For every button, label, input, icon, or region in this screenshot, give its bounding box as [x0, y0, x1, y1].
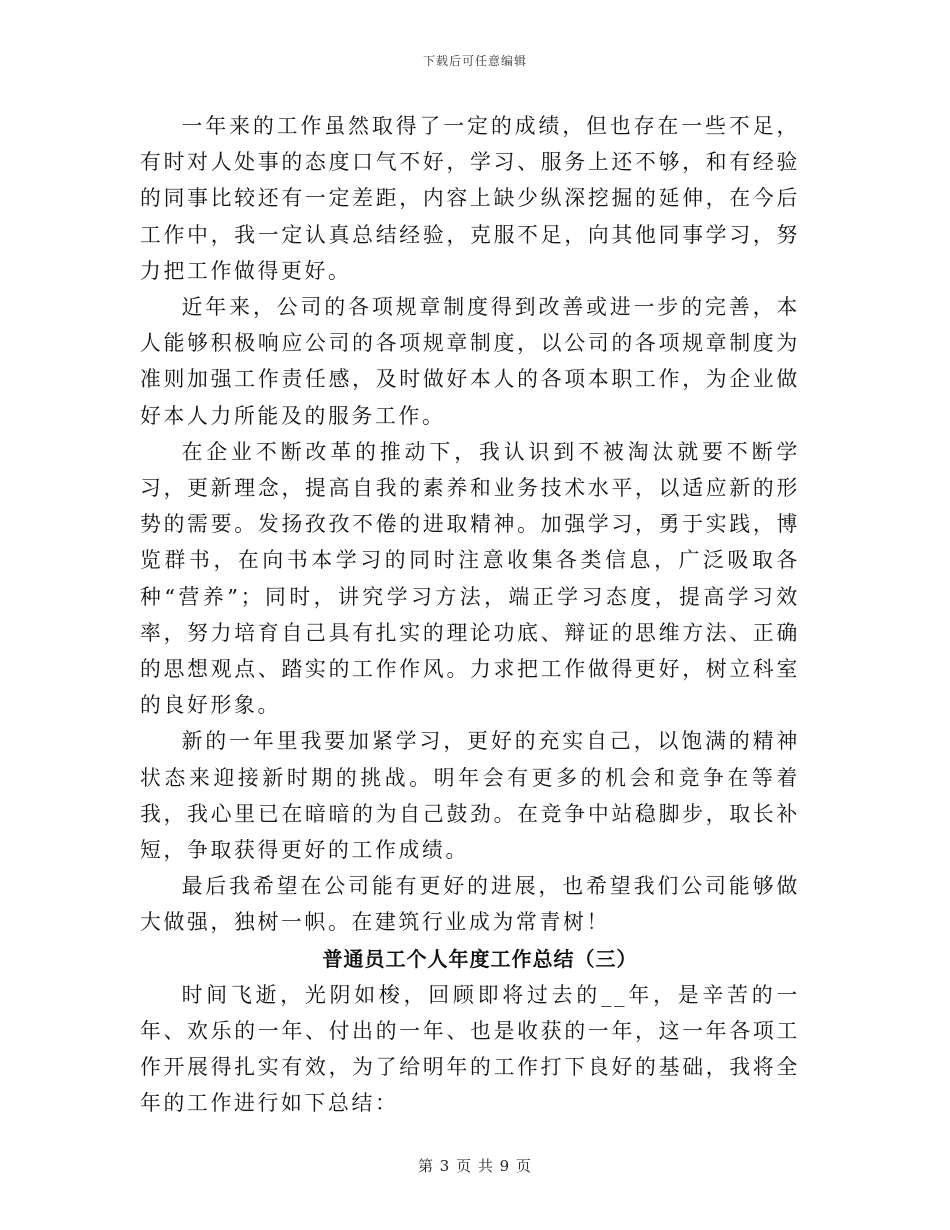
paragraph: 一年来的工作虽然取得了一定的成绩，但也存在一些不足，有时对人处事的态度口气不好，学习、服务上还不够，和有经验的同事比较还有一定差距，内容上缺少纵深挖掘的延伸，在今后工作中，我一定认真总结经验，克服不足，向其他同事学习，努力把工作做得更好。	[140, 114, 800, 283]
paragraph: 时间飞逝，光阴如梭，回顾即将过去的__年，是辛苦的一年、欢乐的一年、付出的一年、也是收获的一年，这一年各项工作开展得扎实有效，为了给明年的工作打下良好的基础，我将全年的工作进行如下总结：	[140, 982, 800, 1116]
paragraph: 最后我希望在公司能有更好的进展，也希望我们公司能够做大做强，独树一帜。在建筑行业成为常青树！	[140, 874, 800, 935]
paragraph: 新的一年里我要加紧学习，更好的充实自己，以饱满的精神状态来迎接新时期的挑战。明年会有更多的机会和竞争在等着我，我心里已在暗暗的为自己鼓劲。在竞争中站稳脚步，取长补短，争取获得更好的工作成绩。	[140, 729, 800, 863]
page-number: 第 3 页 共 9 页	[418, 1157, 532, 1175]
document-body	[140, 108, 800, 1122]
section-title: 普通员工个人年度工作总结（三）	[322, 946, 638, 971]
paragraph: 近年来，公司的各项规章制度得到改善或进一步的完善，本人能够积极响应公司的各项规章制度，以公司的各项规章制度为准则加强工作责任感，及时做好本人的各项本职工作，为企业做好本人力所能及的服务工作。	[140, 295, 800, 428]
paragraph: 在企业不断改革的推动下，我认识到不被淘汰就要不断学习，更新理念，提高自我的素养和业务技术水平，以适应新的形势的需要。发扬孜孜不倦的进取精神。加强学习，勇于实践，博览群书，在向书本学习的同时注意收集各类信息，广泛吸取各种“营养”；同时，讲究学习方法，端正学习态度，提高学习效率，努力培育自己具有扎实的理论功底、辩证的思维方法、正确的思想观点、踏实的工作作风。力求把工作做得更好，树立科室的良好形象。	[140, 439, 800, 718]
page-header: 下载后可任意编辑	[422, 54, 527, 68]
